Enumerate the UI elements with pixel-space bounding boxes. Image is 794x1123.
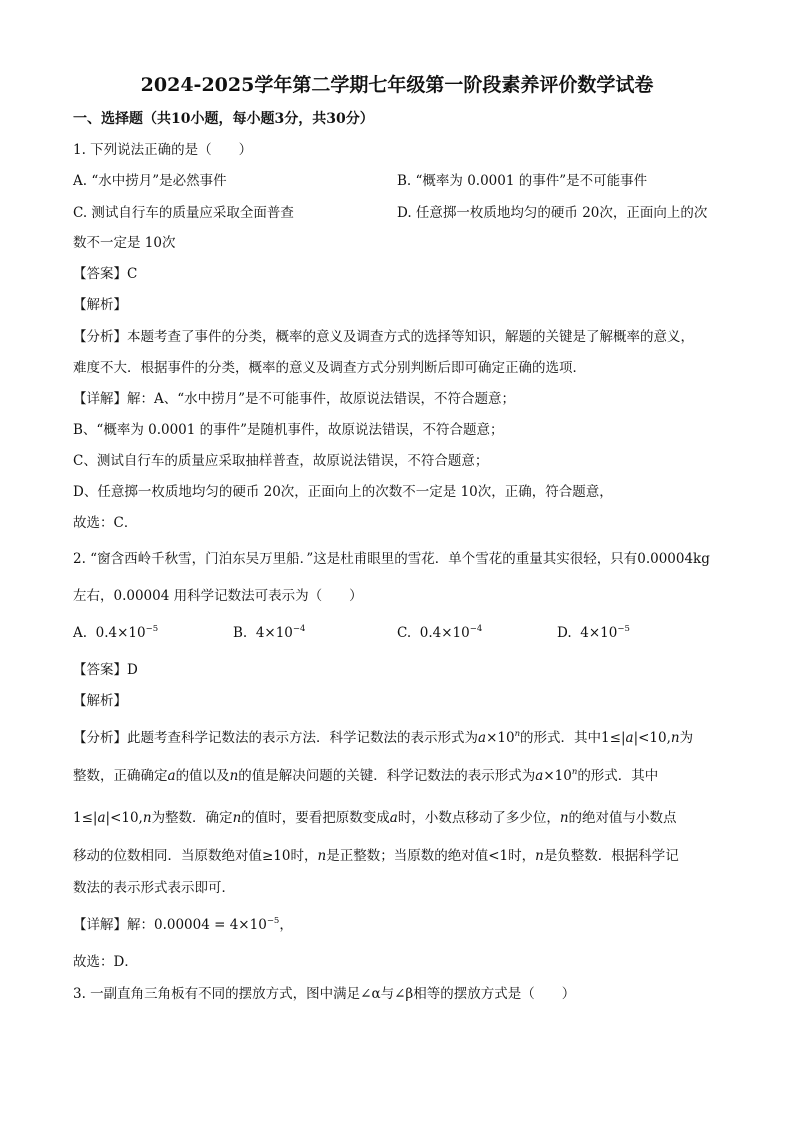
q2-answer: 【答案】D	[73, 662, 138, 678]
q2-fenxi-line5: 数法的表示形式表示即可．	[73, 880, 235, 896]
q1-option-b: B. “概率为 0.0001 的事件”是不可能事件	[397, 173, 648, 189]
q2-stem-line1	[73, 550, 710, 568]
q2-fenxi-line4: 移动的位数相同．当原数绝对值≥10时，n是正整数；当原数的绝对值<1时，n是负整数．根据科学记	[73, 848, 679, 864]
q2-fenxi-line3: 1≤|a|<10,n为整数．确定n的值时，要看把原数变成a时，小数点移动了多少位，n的绝对值与小数点	[73, 810, 677, 826]
q1-choose: 故选：C．	[73, 515, 138, 531]
q2-stem-line2: 左右，0.00004 用科学记数法可表示为（ ）	[73, 588, 363, 604]
q1-stem: 1. 下列说法正确的是（ ）	[73, 142, 253, 158]
q1-detail-line4: D、任意掷一枚质地均匀的硬币 20次，正面向上的次数不一定是 10次，正确，符合题意，	[73, 484, 613, 500]
q1-option-d-cont: 数不一定是 10次	[73, 235, 176, 251]
q1-detail-line2: B、“概率为 0.0001 的事件”是随机事件，故原说法错误，不符合题意；	[73, 422, 504, 438]
q1-fenxi-line1: 【分析】本题考查了事件的分类，概率的意义及调查方式的选择等知识，解题的关键是了解概率的意义，	[73, 329, 694, 345]
q1-detail-line1: 【详解】解：A、“水中捞月”是不可能事件，故原说法错误，不符合题意；	[73, 391, 516, 407]
q2-detail: 【详解】解：$0.00004 = 4\times 10^{-5}$，	[73, 916, 293, 933]
q1-option-a: A. “水中捞月”是必然事件	[73, 173, 227, 189]
q2-stem-value: 0.00004kg	[637, 551, 710, 567]
q1-detail-line3: C、测试自行车的质量应采取抽样普查，故原说法错误，不符合题意；	[73, 453, 489, 469]
q1-analysis-tag: 【解析】	[73, 297, 127, 313]
q2-option-c: C. $0.4\times 10^{-4}$	[397, 624, 483, 641]
q2-stem-text: 2. “窗含西岭千秋雪，门泊东吴万里船．”这是杜甫眼里的雪花．单个雪花的重量其实很轻，只有	[73, 551, 638, 567]
q2-choose: 故选：D．	[73, 954, 138, 970]
q2-option-d: D. $4\times 10^{-5}$	[557, 624, 630, 641]
q2-option-b: B. $4\times 10^{-4}$	[233, 624, 306, 641]
exam-title: 2024-2025学年第二学期七年级第一阶段素养评价数学试卷	[140, 74, 654, 96]
q2-option-a: A. $0.4\times 10^{-5}$	[73, 624, 159, 641]
section-heading: 一、选择题（共10小题，每小题3分，共30分）	[73, 111, 374, 127]
q1-fenxi-line2: 难度不大．根据事件的分类，概率的意义及调查方式分别判断后即可确定正确的选项．	[73, 360, 586, 376]
q3-stem: 3. 一副直角三角板有不同的摆放方式，图中满足∠α与∠β相等的摆放方式是（ ）	[73, 986, 576, 1002]
q2-analysis-tag: 【解析】	[73, 693, 127, 709]
q2-fenxi-line2: 整数，正确确定a的值以及n的值是解决问题的关键．科学记数法的表示形式为$a\times 10^n$的形式．其中	[73, 767, 659, 784]
q2-fenxi-line1: 【分析】此题考查科学记数法的表示方法．科学记数法的表示形式为$a\times 10^n$的形式．其中1≤|a|<10,n为	[73, 729, 694, 746]
q1-answer: 【答案】C	[73, 266, 138, 282]
q1-option-d: D. 任意掷一枚质地均匀的硬币 20次，正面向上的次	[397, 205, 708, 221]
q1-option-c: C. 测试自行车的质量应采取全面普查	[73, 205, 294, 221]
